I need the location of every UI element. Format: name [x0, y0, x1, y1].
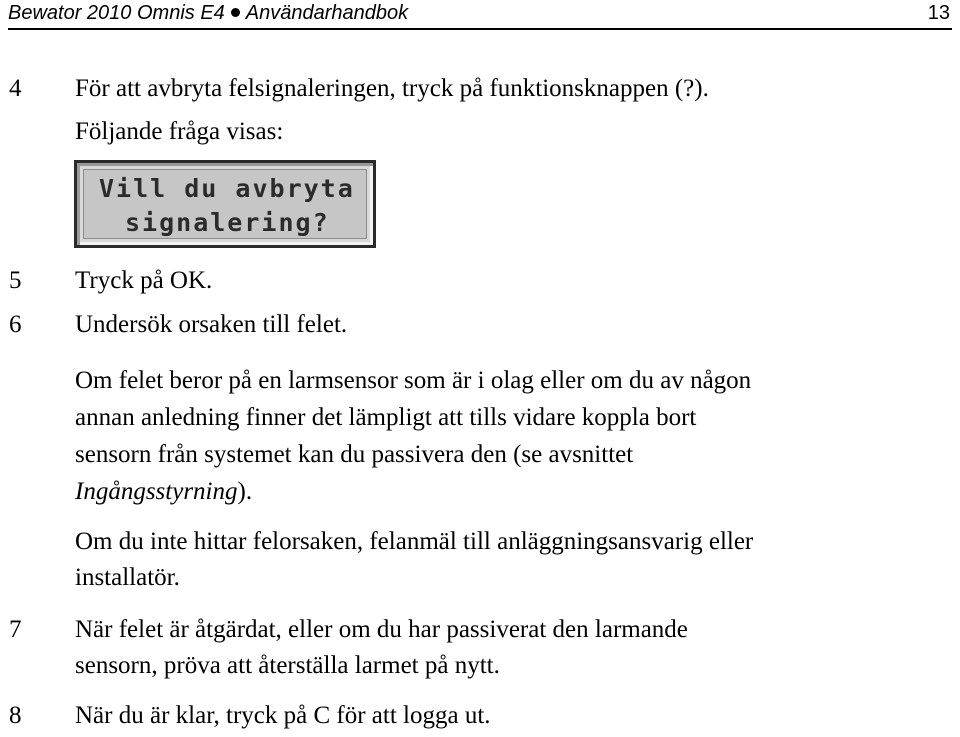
- manual-type: Användarhandbok: [245, 2, 409, 24]
- product-name: Bewator 2010 Omnis E4: [8, 2, 225, 24]
- paragraph-line: sensorn från systemet kan du passivera den (se avsnittet: [75, 441, 634, 468]
- page-header: [8, 0, 952, 30]
- lcd-display: [74, 160, 376, 248]
- reference-close: ).: [237, 478, 253, 505]
- step-text: När du är klar, tryck på C för att logga ut.: [75, 702, 491, 729]
- step-text: För att avbryta felsignaleringen, tryck på funktionsknappen (?).: [75, 75, 709, 102]
- bullet-separator: [231, 8, 240, 17]
- paragraph-line: Om felet beror på en larmsensor som är i olag eller om du av någon: [75, 367, 752, 394]
- step-number: 7: [9, 616, 22, 643]
- paragraph-line: annan anledning finner det lämpligt att tills vidare koppla bort: [75, 404, 697, 431]
- section-reference: Ingångsstyrning: [75, 478, 238, 505]
- page-number: 13: [927, 2, 950, 24]
- manual-title: [8, 0, 408, 26]
- step-text: sensorn, pröva att återställa larmet på nytt.: [75, 652, 500, 679]
- step-text: Undersök orsaken till felet.: [75, 311, 348, 338]
- step-number: 5: [9, 267, 22, 294]
- step-number: 4: [9, 75, 22, 102]
- paragraph-line: Om du inte hittar felorsaken, felanmäl till anläggningsansvarig eller: [75, 528, 754, 555]
- step-number: 8: [9, 702, 22, 729]
- lcd-line-2: signalering?: [125, 208, 330, 237]
- step-text: Följande fråga visas:: [75, 118, 284, 145]
- lcd-line-1: Vill du avbryta: [99, 174, 355, 203]
- step-text: När felet är åtgärdat, eller om du har passiverat den larmande: [75, 616, 688, 643]
- paragraph-line: installatör.: [75, 564, 180, 591]
- step-number: 6: [9, 311, 22, 338]
- paragraph-line: [75, 477, 252, 507]
- step-text: Tryck på OK.: [75, 267, 213, 294]
